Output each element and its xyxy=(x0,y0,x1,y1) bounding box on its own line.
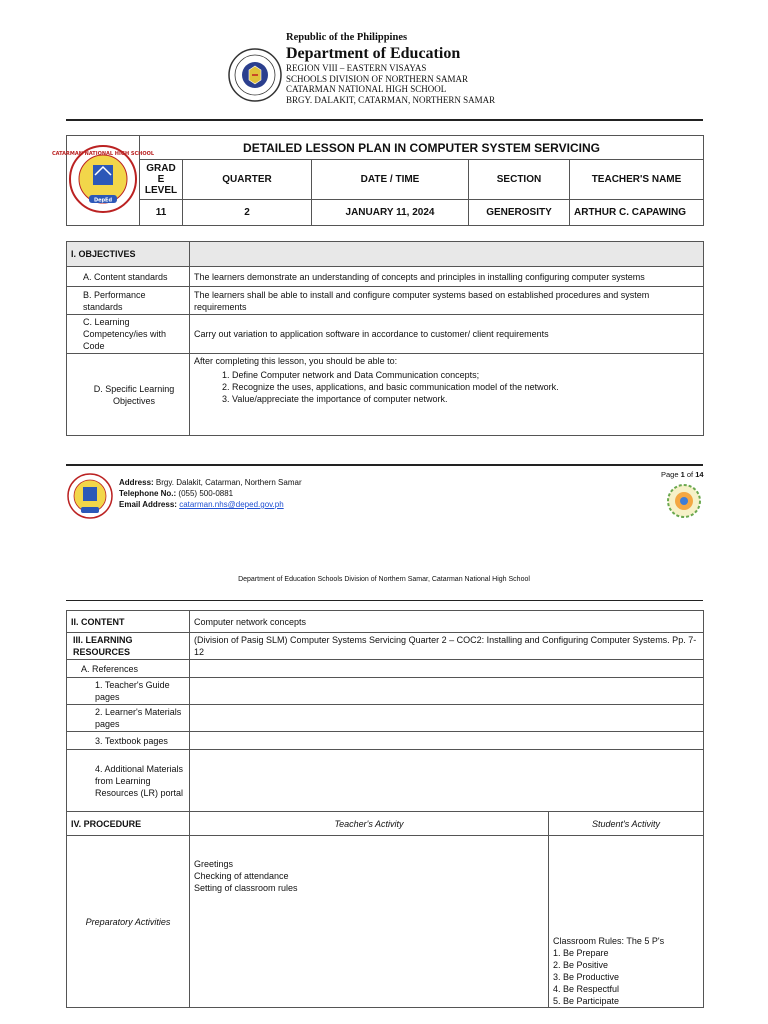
list-item: Classroom Rules: The 5 P's xyxy=(553,936,665,946)
letterhead xyxy=(286,32,626,105)
grade-level-value: 11 xyxy=(140,200,183,226)
references-label: A. References xyxy=(67,660,190,678)
date-time-header: DATE / TIME xyxy=(312,160,469,200)
list-item: 2. Recognize the uses, applications, and basic communication model of the network. xyxy=(232,381,699,393)
learning-competency-label: C. Learning Competency/ies with Code xyxy=(67,315,190,354)
department-name: Department of Education xyxy=(286,45,461,62)
page-number: Page 1 of 14 xyxy=(661,470,704,479)
page2-header: Department of Education Schools Division of Northern Samar, Catarman National High School xyxy=(238,576,530,583)
performance-standards-value: The learners shall be able to install and configure computer systems based on established procedures and system requirements xyxy=(190,287,704,315)
content-label: II. CONTENT xyxy=(67,611,190,633)
additional-materials-label: 4. Additional Materials from Learning Resources (LR) portal xyxy=(67,750,190,812)
deped-seal xyxy=(228,48,282,102)
address-line: BRGY. DALAKIT, CATARMAN, NORTHERN SAMAR xyxy=(286,94,496,105)
footer-divider xyxy=(66,464,703,466)
list-item: 3. Be Productive xyxy=(553,972,620,982)
learning-resources-label: III. LEARNING RESOURCES xyxy=(67,633,190,660)
address-label: Address: xyxy=(119,478,154,487)
list-item: Checking of attendance xyxy=(194,871,289,881)
header-divider xyxy=(66,119,703,121)
procedure-label: IV. PROCEDURE xyxy=(67,812,190,836)
date-time-value: JANUARY 11, 2024 xyxy=(312,200,469,226)
list-item: Greetings xyxy=(194,859,234,869)
school-line: CATARMAN NATIONAL HIGH SCHOOL xyxy=(286,84,447,94)
learning-resources-value: (Division of Pasig SLM) Computer Systems Servicing Quarter 2 – COC2: Installing and Configuring Computer Systems. Pp. 7-12 xyxy=(190,633,704,660)
svg-text:CATARMAN NATIONAL HIGH SCHOOL: CATARMAN NATIONAL HIGH SCHOOL xyxy=(51,151,155,157)
list-item: 5. Be Participate xyxy=(553,996,620,1006)
specific-objectives-intro: After completing this lesson, you should be able to: xyxy=(194,356,398,366)
republic-line: Republic of the Philippines xyxy=(286,32,408,43)
teachers-guide-label: 1. Teacher's Guide pages xyxy=(67,678,190,705)
content-value: Computer network concepts xyxy=(190,611,704,633)
list-item: 2. Be Positive xyxy=(553,960,609,970)
student-activity-cell xyxy=(549,836,704,1008)
content-standards-value: The learners demonstrate an understanding of concepts and principles in installing configuring computer systems xyxy=(190,267,704,287)
specific-objectives-value xyxy=(190,354,704,436)
teacher-name-value: ARTHUR C. CAPAWING xyxy=(570,200,704,226)
email-link[interactable]: catarman.nhs@deped.gov.ph xyxy=(179,500,284,509)
page2-divider xyxy=(66,600,703,601)
specific-objectives-label: D. Specific Learning Objectives xyxy=(67,354,190,436)
list-item: 1. Define Computer network and Data Communication concepts; xyxy=(232,369,699,381)
lesson-plan-header xyxy=(51,135,704,226)
footer-seal-icon xyxy=(66,472,114,520)
learners-materials-label: 2. Learner's Materials pages xyxy=(67,705,190,732)
grade-level-header: GRAD E LEVEL xyxy=(140,160,183,200)
specific-objectives-list xyxy=(194,369,699,405)
section-header: SECTION xyxy=(469,160,570,200)
learning-competency-value: Carry out variation to application software in accordance to customer/ client requirements xyxy=(190,315,704,354)
matatag-logo-icon xyxy=(666,483,702,519)
section-value: GENEROSITY xyxy=(469,200,570,226)
list-item: Setting of classroom rules xyxy=(194,883,298,893)
division-line: SCHOOLS DIVISION OF NORTHERN SAMAR xyxy=(286,73,468,84)
teacher-name-header: TEACHER'S NAME xyxy=(570,160,704,200)
region-line: REGION VIII – EASTERN VISAYAS xyxy=(286,63,427,73)
objectives-heading: I. OBJECTIVES xyxy=(67,242,190,267)
phone-label: Telephone No.: xyxy=(119,489,177,498)
list-item: 3. Value/appreciate the importance of computer network. xyxy=(232,393,699,405)
quarter-header: QUARTER xyxy=(183,160,312,200)
content-table xyxy=(66,610,704,1008)
address-value: Brgy. Dalakit, Catarman, Northern Samar xyxy=(155,478,302,487)
plan-title: DETAILED LESSON PLAN IN COMPUTER SYSTEM SERVICING xyxy=(140,136,704,160)
school-seal-cell xyxy=(51,136,155,226)
phone-value: (055) 500-0881 xyxy=(178,489,234,498)
teacher-activity-header: Teacher's Activity xyxy=(190,812,549,836)
content-standards-label: A. Content standards xyxy=(67,267,190,287)
list-item: 4. Be Respectful xyxy=(553,984,620,994)
objectives-table xyxy=(66,241,704,436)
preparatory-activities-label: Preparatory Activities xyxy=(67,836,190,1008)
email-label: Email Address: xyxy=(119,500,177,509)
list-item: 1. Be Prepare xyxy=(553,948,609,958)
student-activity-header: Student's Activity xyxy=(549,812,704,836)
school-seal-icon xyxy=(51,143,155,215)
quarter-value: 2 xyxy=(183,200,312,226)
performance-standards-label: B. Performance standards xyxy=(67,287,190,315)
footer-contact xyxy=(119,477,302,510)
teacher-activity-cell xyxy=(190,836,549,1008)
textbook-pages-label: 3. Textbook pages xyxy=(67,732,190,750)
svg-text:DepEd: DepEd xyxy=(93,197,113,204)
